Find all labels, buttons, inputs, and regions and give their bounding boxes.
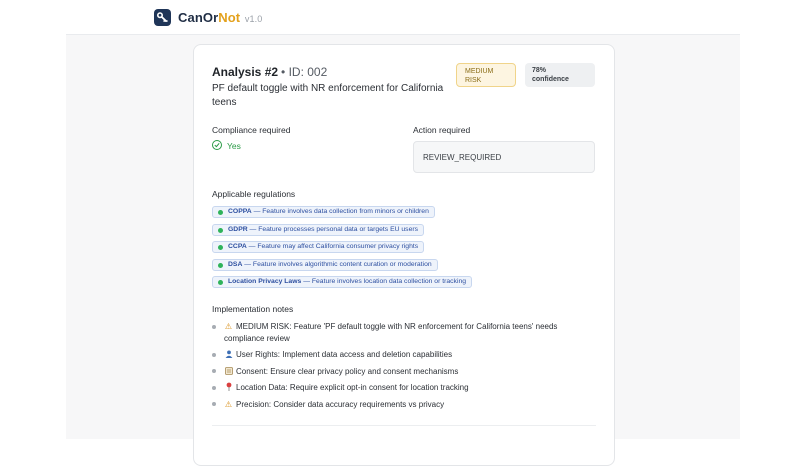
list-item xyxy=(212,399,592,411)
warning-icon: ⚠ xyxy=(224,399,233,409)
regulations-heading: Applicable regulations xyxy=(212,189,296,199)
note-text: MEDIUM RISK: Feature 'PF default toggle with NR enforcement for California teens' needs compliance review xyxy=(224,322,558,343)
confidence-badge xyxy=(525,63,595,87)
list-item xyxy=(212,382,592,394)
bullet xyxy=(212,369,216,373)
warning-icon: ⚠ xyxy=(224,322,233,331)
document-icon xyxy=(224,366,233,378)
regulation-tag-dsa[interactable] xyxy=(212,259,438,271)
status-dot xyxy=(218,263,223,268)
note-text: Location Data: Require explicit opt-in consent for location tracking xyxy=(236,383,469,392)
analysis-title xyxy=(212,65,327,79)
note-text: Precision: Consider data accuracy requirements vs privacy xyxy=(236,399,445,409)
brand-name[interactable] xyxy=(178,10,262,25)
regulation-tag-ccpa[interactable] xyxy=(212,241,424,253)
version-label: v1.0 xyxy=(244,14,263,24)
brand-text: CanOr xyxy=(178,10,219,25)
list-item xyxy=(212,366,592,378)
analysis-card xyxy=(193,44,615,466)
bullet xyxy=(212,386,216,390)
confidence-label: confidence xyxy=(532,76,569,83)
bullet xyxy=(212,325,216,329)
regulation-detail: — Feature involves algorithmic content curation or moderation xyxy=(244,261,432,268)
note-text: User Rights: Implement data access and deletion capabilities xyxy=(236,350,453,359)
risk-badge-level: MEDIUM xyxy=(465,68,494,75)
regulation-name: COPPA xyxy=(228,208,252,215)
regulation-name: CCPA xyxy=(228,243,247,250)
user-icon xyxy=(224,349,233,361)
list-item xyxy=(212,349,592,361)
regulation-name: GDPR xyxy=(228,226,248,233)
compliance-value xyxy=(212,139,241,151)
note-text: Consent: Ensure clear privacy policy and consent mechanisms xyxy=(236,366,459,376)
notes-list xyxy=(212,321,592,415)
card-divider xyxy=(212,425,596,426)
regulation-name: DSA xyxy=(228,261,243,268)
status-dot xyxy=(218,210,223,215)
list-item xyxy=(212,321,592,344)
confidence-value: 78% xyxy=(532,67,547,74)
regulation-detail: — Feature involves data collection from minors or children xyxy=(253,208,429,215)
analysis-description: PF default toggle with NR enforcement for California teens xyxy=(212,83,444,108)
risk-badge xyxy=(456,63,516,87)
risk-badge-label: RISK xyxy=(465,77,482,84)
check-circle-icon xyxy=(212,140,222,150)
notes-heading: Implementation notes xyxy=(212,304,294,314)
regulation-detail: — Feature processes personal data or targets EU users xyxy=(249,226,419,233)
top-bar xyxy=(0,0,806,34)
status-dot xyxy=(218,245,223,250)
regulation-detail: — Feature may affect California consumer privacy rights xyxy=(248,243,419,250)
regulation-name: Location Privacy Laws xyxy=(228,278,302,285)
compliance-value-text: Yes xyxy=(227,141,241,151)
regulation-detail: — Feature involves location data collection or tracking xyxy=(303,278,467,285)
action-value: REVIEW_REQUIRED xyxy=(413,141,595,173)
regulation-tag-location-privacy[interactable] xyxy=(212,276,472,288)
status-dot xyxy=(218,280,223,285)
status-dot xyxy=(218,228,223,233)
analysis-title-text: Analysis #2 xyxy=(212,65,279,79)
logo-icon[interactable] xyxy=(154,9,171,26)
action-label: Action required xyxy=(413,125,471,135)
regulation-tag-gdpr[interactable] xyxy=(212,224,424,236)
location-pin-icon xyxy=(224,382,233,394)
bullet xyxy=(212,402,216,406)
analysis-id: • ID: 002 xyxy=(281,65,328,79)
brand-accent-text: Not xyxy=(218,10,241,25)
bullet xyxy=(212,353,216,357)
compliance-label: Compliance required xyxy=(212,125,291,135)
regulation-tag-coppa[interactable] xyxy=(212,206,435,218)
